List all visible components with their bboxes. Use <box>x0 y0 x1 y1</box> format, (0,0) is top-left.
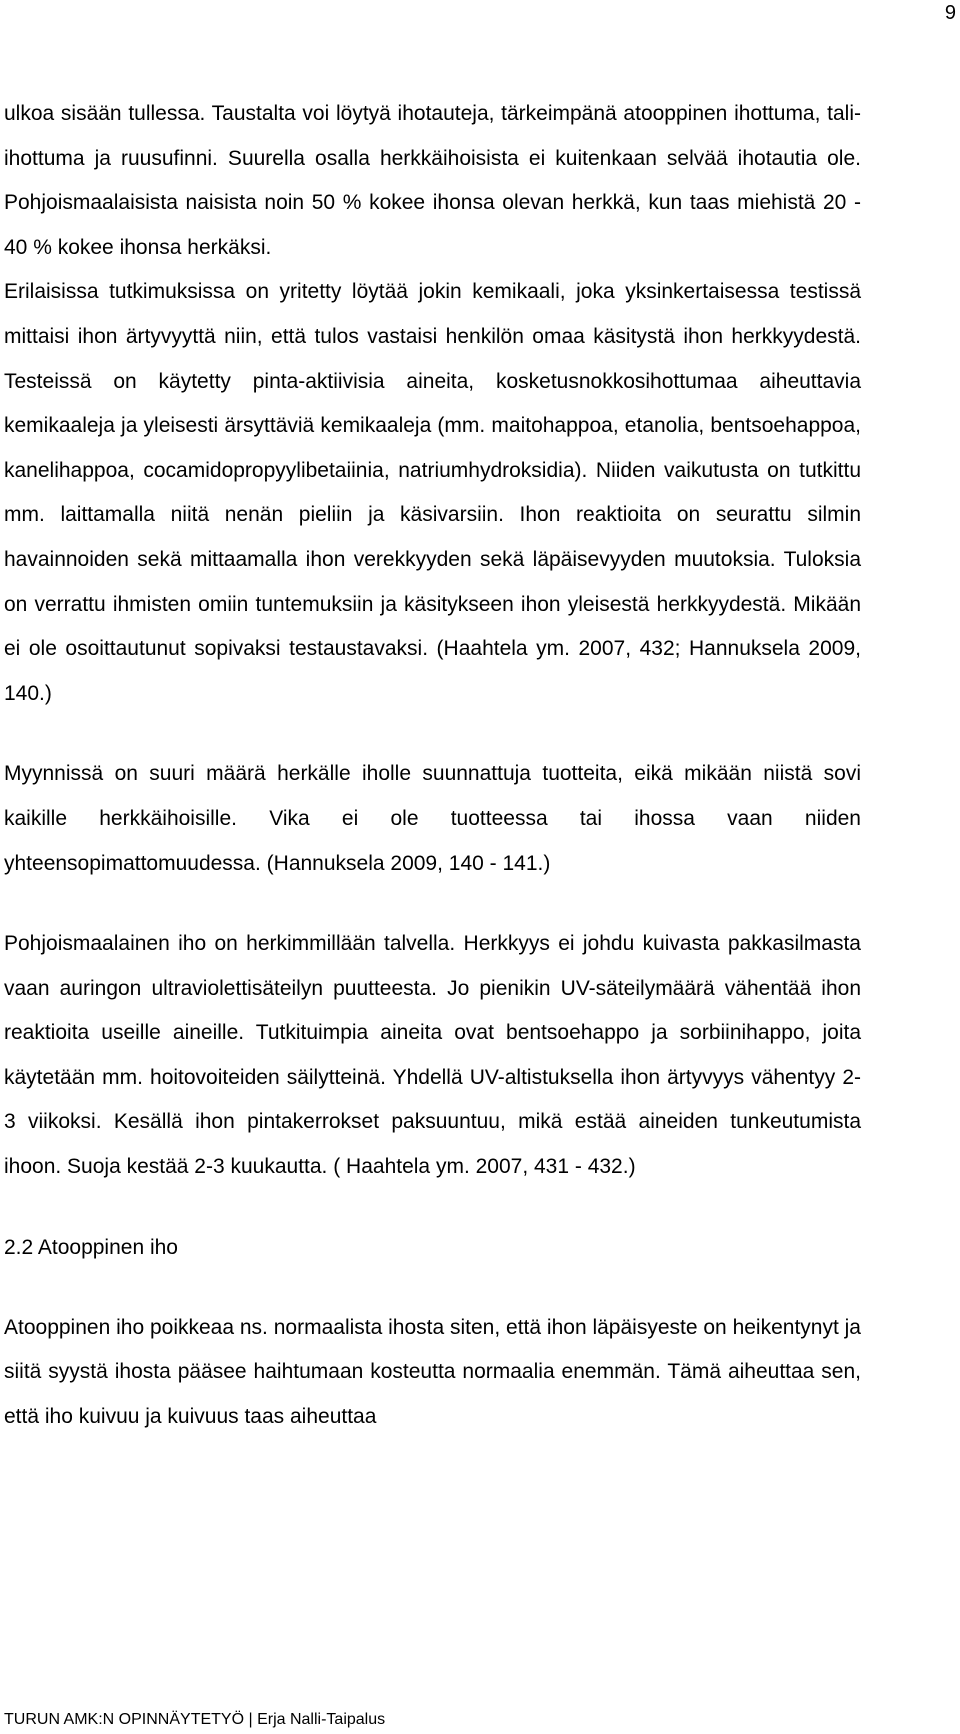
paragraph-gap <box>4 1270 861 1306</box>
paragraph-sensitive-skin-causes: ulkoa sisään tullessa. Taustalta voi löytyä ihotauteja, tärkeimpänä atooppinen ihottuma, tali-ihottuma ja ruusufinni. Suurella osalla herkkäihoisista ei kuitenkaan selvää ihotautia ole. Pohjoismaalaisista naisista noin 50 % kokee ihonsa olevan herkkä, kun taas miehistä 20 - 40 % kokee ihonsa herkäksi. <box>4 102 861 259</box>
document-body <box>4 92 861 1439</box>
paragraph-gap <box>4 716 861 752</box>
paragraph-atopic-skin: Atooppinen iho poikkeaa ns. normaalista ihosta siten, että ihon läpäisyeste on heikentynyt ja siitä syystä ihosta pääsee haihtumaan kosteutta normaalia enemmän. Tämä aiheuttaa sen, että iho kuivuu ja kuivuus taas aiheuttaa <box>4 1315 861 1428</box>
section-heading: 2.2 Atooppinen iho <box>4 1235 178 1259</box>
page-number: 9 <box>944 2 956 24</box>
paragraph-products: Myynnissä on suuri määrä herkälle iholle suunnattuja tuotteita, eikä mikään niistä sovi kaikille herkkäihoisille. Vika ei ole tuotteessa tai ihossa vaan niiden yhteensopimattomuudessa. (Hannuksela 2009, 140 - 141.) <box>4 762 861 875</box>
footer: TURUN AMK:N OPINNÄYTETYÖ | Erja Nalli-Taipalus <box>4 1711 386 1728</box>
paragraph-gap <box>4 1190 861 1226</box>
paragraph-nordic-skin: Pohjoismaalainen iho on herkimmillään talvella. Herkkyys ei johdu kuivasta pakkasilmasta vaan auringon ultraviolettisäteilyn puutteesta. Jo pienikin UV-säteilymäärä vähentää ihon reaktioita useille aineille. Tutkituimpia aineita ovat bentsoehappo ja sorbiinihappo, joita käytetään mm. hoitovoiteiden säilytteinä. Yhdellä UV-altistuksella ihon ärtyvyys vähentyy 2-3 viikoksi. Kesällä ihon pintakerrokset paksuuntuu, mikä estää aineiden tunkeutumista ihoon. Suoja kestää 2-3 kuukautta. ( Haahtela ym. 2007, 431 - 432.) <box>4 932 861 1179</box>
paragraph-irritation-tests: Erilaisissa tutkimuksissa on yritetty löytää jokin kemikaali, joka yksinkertaisessa testissä mittaisi ihon ärtyvyyttä niin, että tulos vastaisi henkilön omaa käsitystä ihon herkkyydestä. Testeissä on käytetty pinta-aktiivisia aineita, kosketusnokkosihottumaa aiheuttavia kemikaaleja ja yleisesti ärsyttäviä kemikaaleja (mm. maitohappoa, etanolia, bentsoehappoa, kanelihappoa, cocamidopropyylibetaiinia, natriumhydroksidia). Niiden vaikutusta on tutkittu mm. laittamalla niitä nenän pieliin ja käsivarsiin. Ihon reaktioita on seurattu silmin havainnoiden sekä mittaamalla ihon verekkyyden sekä läpäisevyyden muutoksia. Tuloksia on verrattu ihmisten omiin tuntemuksiin ja käsitykseen ihon yleisestä herkkyydestä. Mikään ei ole osoittautunut sopivaksi testaustavaksi. (Haahtela ym. 2007, 432; Hannuksela 2009, 140.) <box>4 280 861 705</box>
paragraph-gap <box>4 886 861 922</box>
